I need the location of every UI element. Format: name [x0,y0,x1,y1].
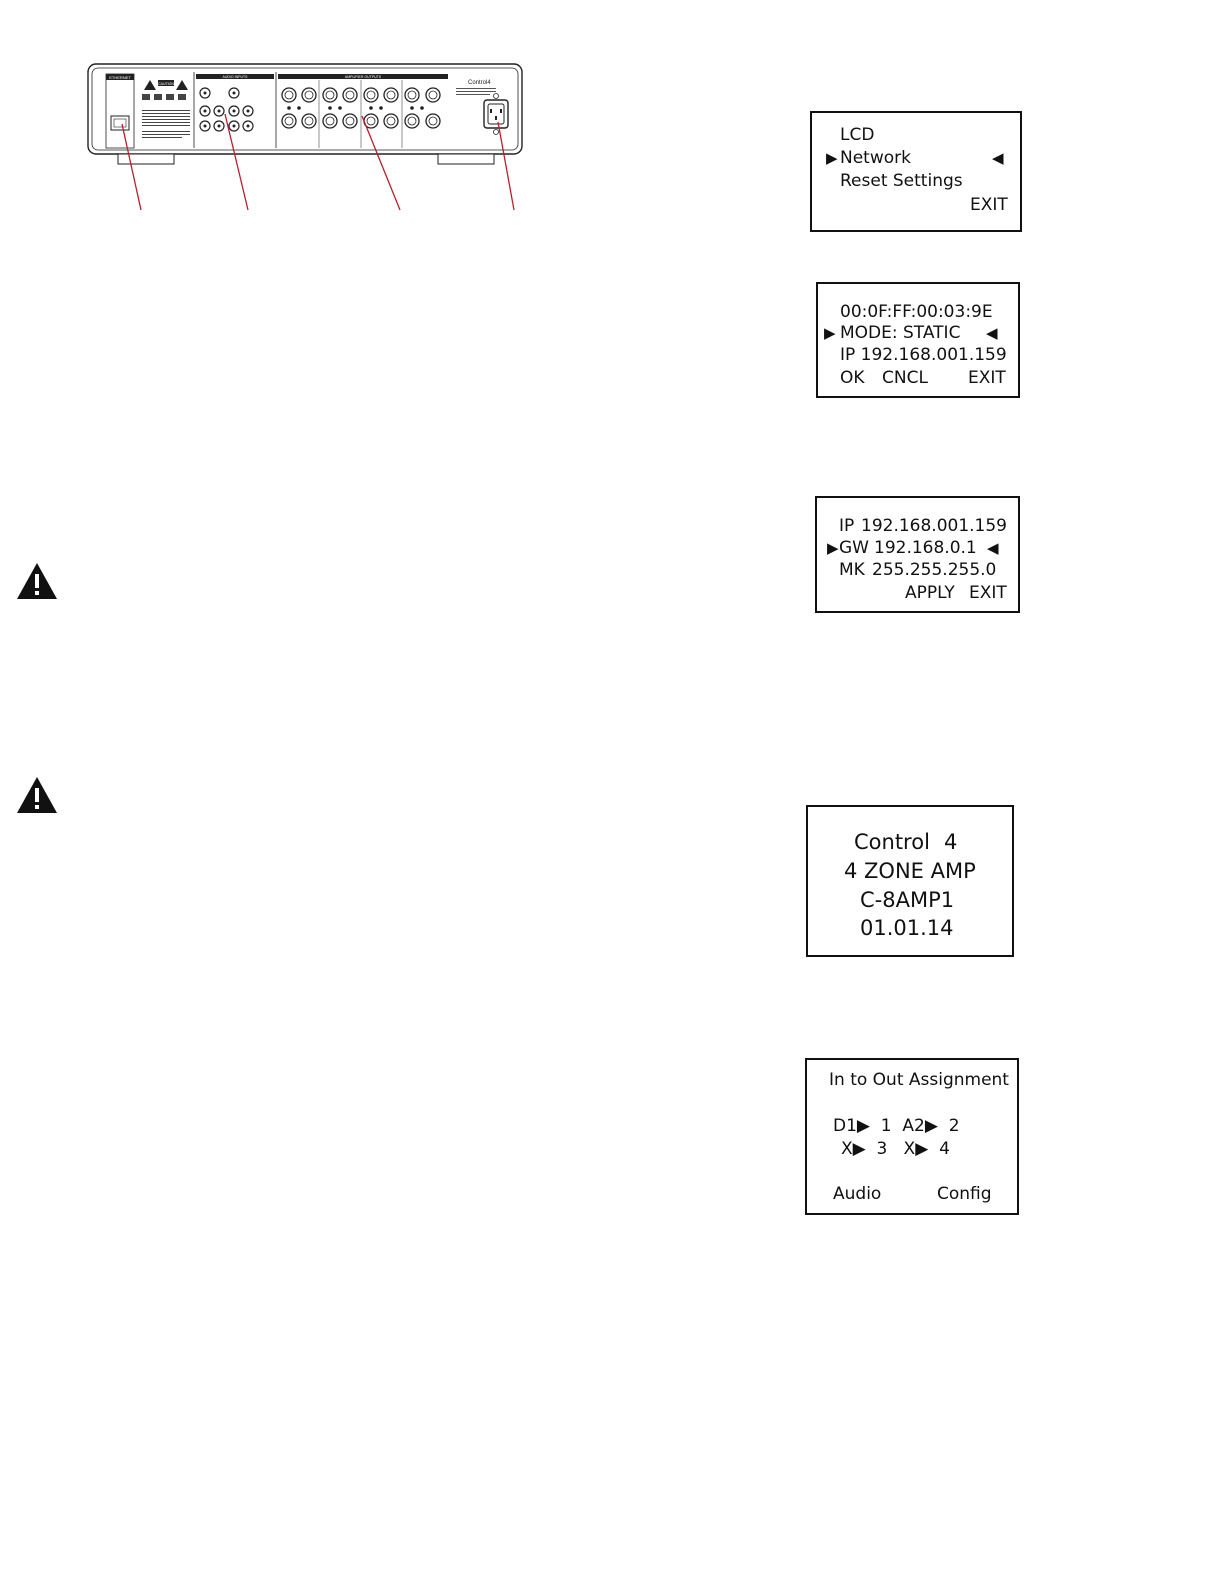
assignment-row-1: D1▶ 1 A2▶ 2 [833,1116,960,1136]
selection-pointer-right-icon: ▶ [824,324,836,342]
network-mode: MODE: STATIC [840,323,961,343]
gateway-value: 192.168.0.1 [874,538,977,558]
mask-label: MK [839,560,865,580]
lcd-screen-ip-settings [815,496,1020,613]
ethernet-port [111,116,129,130]
menu-item-network: Network [840,148,911,168]
ip-label: IP [839,516,855,536]
ok-softkey: OK [840,368,865,388]
brand-name: Control [854,830,930,854]
ip-value: 192.168.001.159 [861,516,1008,536]
lcd-screen-menu [810,111,1022,232]
lcd-screen-network-mode [816,282,1020,398]
selection-pointer-right-icon: ▶ [826,149,838,167]
model-description: 4 ZONE AMP [844,859,976,883]
exit-softkey: EXIT [970,195,1008,215]
warning-icon [16,776,58,814]
selection-pointer-right-icon: ▶ [827,539,839,557]
brand-suffix: 4 [944,830,958,854]
caution-label: CAUTION [158,82,174,86]
ip-address: IP 192.168.001.159 [840,345,1007,365]
mac-address: 00:0F:FF:00:03:9E [840,302,993,322]
lcd-screen-io-assignment [805,1058,1019,1215]
selection-pointer-left-icon: ◀ [992,149,1004,167]
exit-softkey: EXIT [969,583,1007,603]
audio-inputs-label: AUDIO INPUTS [222,75,248,79]
ethernet-label: ETHERNET [109,75,131,80]
amplifier-outputs-label: AMPLIFIER OUTPUTS [344,75,382,79]
assignment-title: In to Out Assignment [829,1070,1009,1090]
warning-icon [16,562,58,600]
gateway-label: GW [839,538,869,558]
config-softkey: Config [937,1184,992,1204]
mask-value: 255.255.255.0 [872,560,997,580]
amplifier-rear-panel-illustration [80,58,540,218]
apply-softkey: APPLY [905,583,955,603]
selection-pointer-left-icon: ◀ [987,539,999,557]
lcd-screen-version-info [806,805,1014,957]
selection-pointer-left-icon: ◀ [986,324,998,342]
cancel-softkey: CNCL [882,368,928,388]
brand-label: Control4 [468,80,491,86]
audio-softkey: Audio [833,1184,882,1204]
assignment-row-2: X▶ 3 X▶ 4 [841,1139,950,1159]
exit-softkey: EXIT [968,368,1006,388]
menu-item-lcd: LCD [840,125,875,145]
model-number: C-8AMP1 [860,888,955,912]
firmware-version: 01.01.14 [860,916,954,940]
menu-item-reset-settings: Reset Settings [840,171,963,191]
